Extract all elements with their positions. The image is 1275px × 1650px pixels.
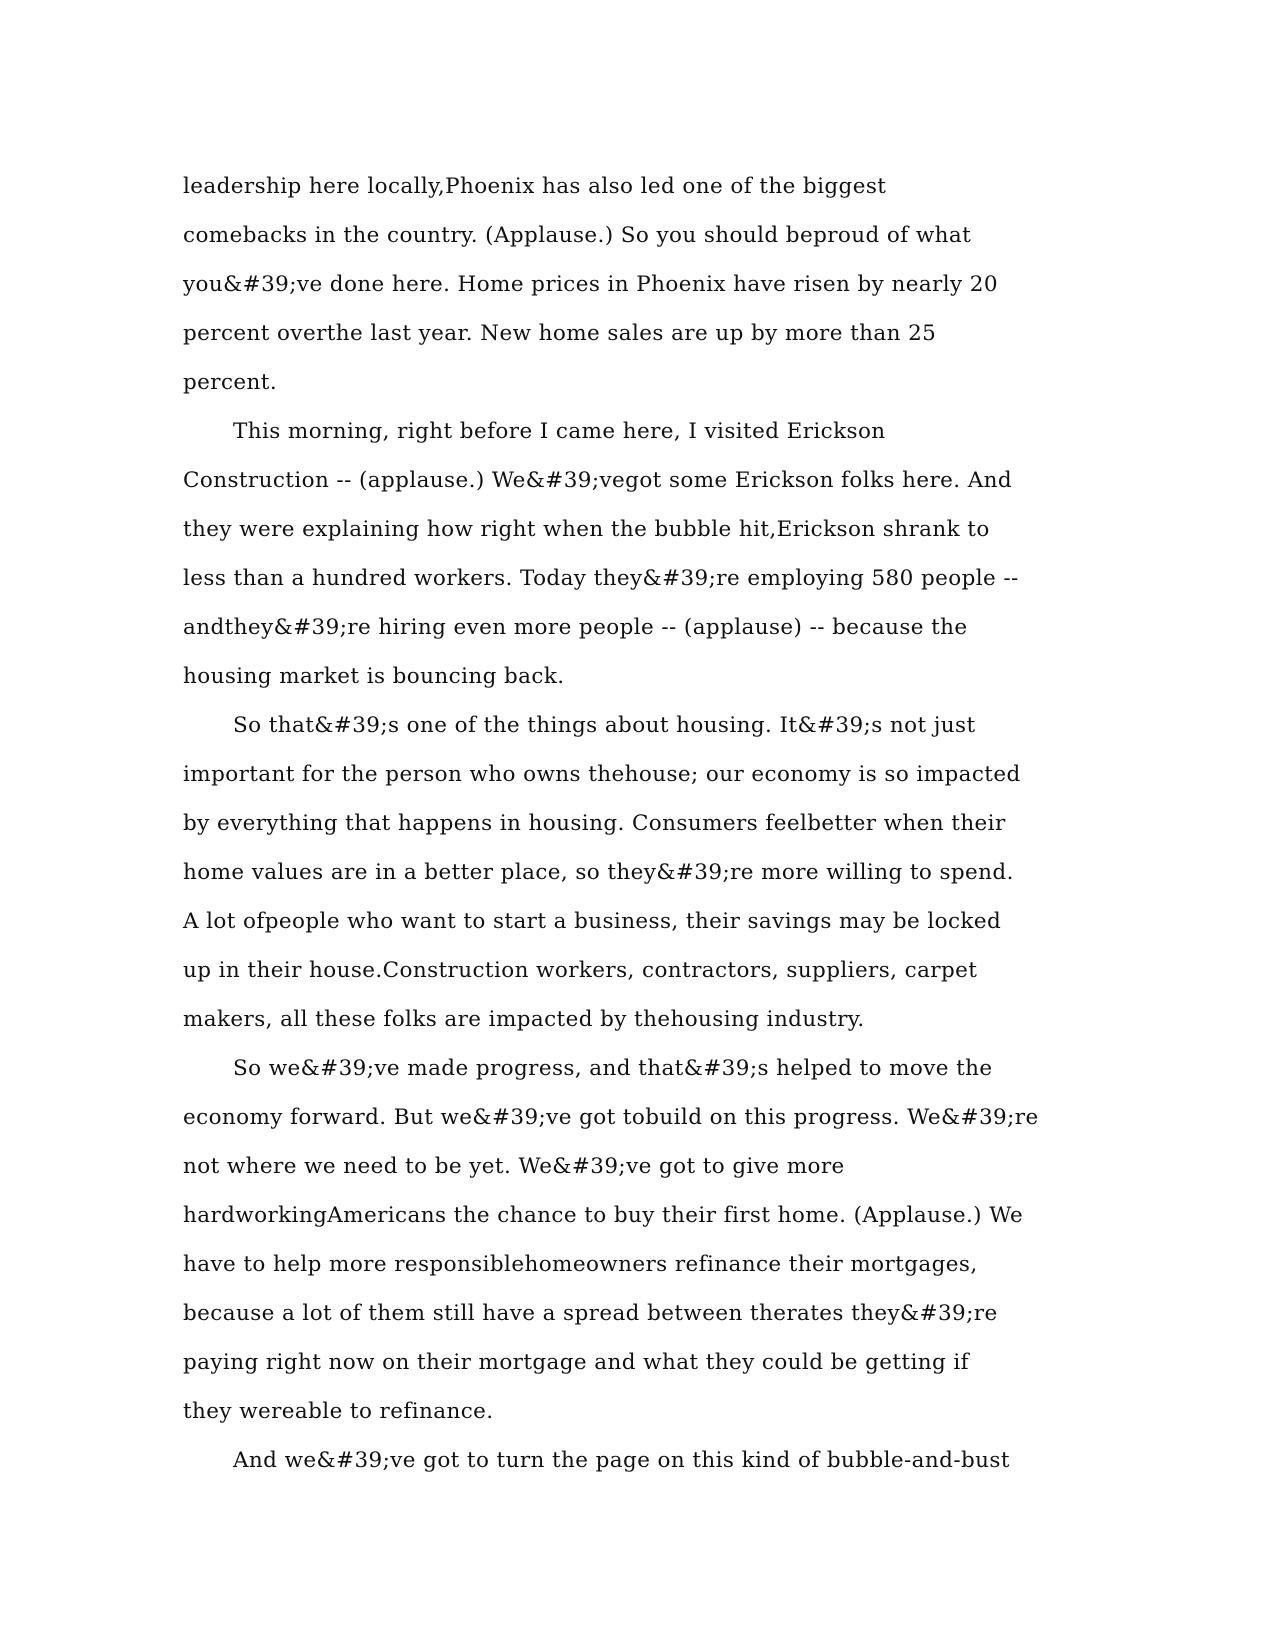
text-line: comebacks in the country. (Applause.) So you should beproud of what bbox=[183, 223, 972, 248]
text-line: they wereable to refinance. bbox=[183, 1399, 494, 1424]
paragraph-first-line: And we&#39;ve got to turn the page on this kind of bubble-and-bust bbox=[233, 1448, 1010, 1473]
text-line: less than a hundred workers. Today they&#39;re employing 580 people -- bbox=[183, 566, 1019, 591]
text-line: you&#39;ve done here. Home prices in Phoenix have risen by nearly 20 bbox=[183, 272, 998, 297]
text-line: home values are in a better place, so they&#39;re more willing to spend. bbox=[183, 860, 1014, 885]
text-line: important for the person who owns thehouse; our economy is so impacted bbox=[183, 762, 1021, 787]
text-line: Construction -- (applause.) We&#39;vegot some Erickson folks here. And bbox=[183, 468, 1013, 493]
text-line: hardworkingAmericans the chance to buy their first home. (Applause.) We bbox=[183, 1203, 1024, 1228]
paragraph-first-line: So we&#39;ve made progress, and that&#39;s helped to move the bbox=[233, 1056, 993, 1081]
paragraph-first-line: So that&#39;s one of the things about housing. It&#39;s not just bbox=[233, 713, 976, 738]
text-line: housing market is bouncing back. bbox=[183, 664, 565, 689]
text-line: leadership here locally,Phoenix has also led one of the biggest bbox=[183, 174, 887, 199]
text-line: have to help more responsiblehomeowners refinance their mortgages, bbox=[183, 1252, 978, 1277]
speech-body-text bbox=[183, 162, 1083, 1485]
text-line: up in their house.Construction workers, contractors, suppliers, carpet bbox=[183, 958, 978, 983]
text-line: paying right now on their mortgage and what they could be getting if bbox=[183, 1350, 970, 1375]
text-line: not where we need to be yet. We&#39;ve got to give more bbox=[183, 1154, 845, 1179]
text-line: economy forward. But we&#39;ve got tobuild on this progress. We&#39;re bbox=[183, 1105, 1039, 1130]
text-line: makers, all these folks are impacted by thehousing industry. bbox=[183, 1007, 865, 1032]
text-line: they were explaining how right when the bubble hit,Erickson shrank to bbox=[183, 517, 990, 542]
text-line: by everything that happens in housing. Consumers feelbetter when their bbox=[183, 811, 1006, 836]
paragraph-first-line: This morning, right before I came here, I visited Erickson bbox=[233, 419, 886, 444]
text-line: andthey&#39;re hiring even more people -- (applause) -- because the bbox=[183, 615, 968, 640]
text-line: percent. bbox=[183, 370, 278, 395]
text-line: because a lot of them still have a spread between therates they&#39;re bbox=[183, 1301, 998, 1326]
text-line: A lot ofpeople who want to start a business, their savings may be locked bbox=[183, 909, 1002, 934]
text-line: percent overthe last year. New home sales are up by more than 25 bbox=[183, 321, 937, 346]
